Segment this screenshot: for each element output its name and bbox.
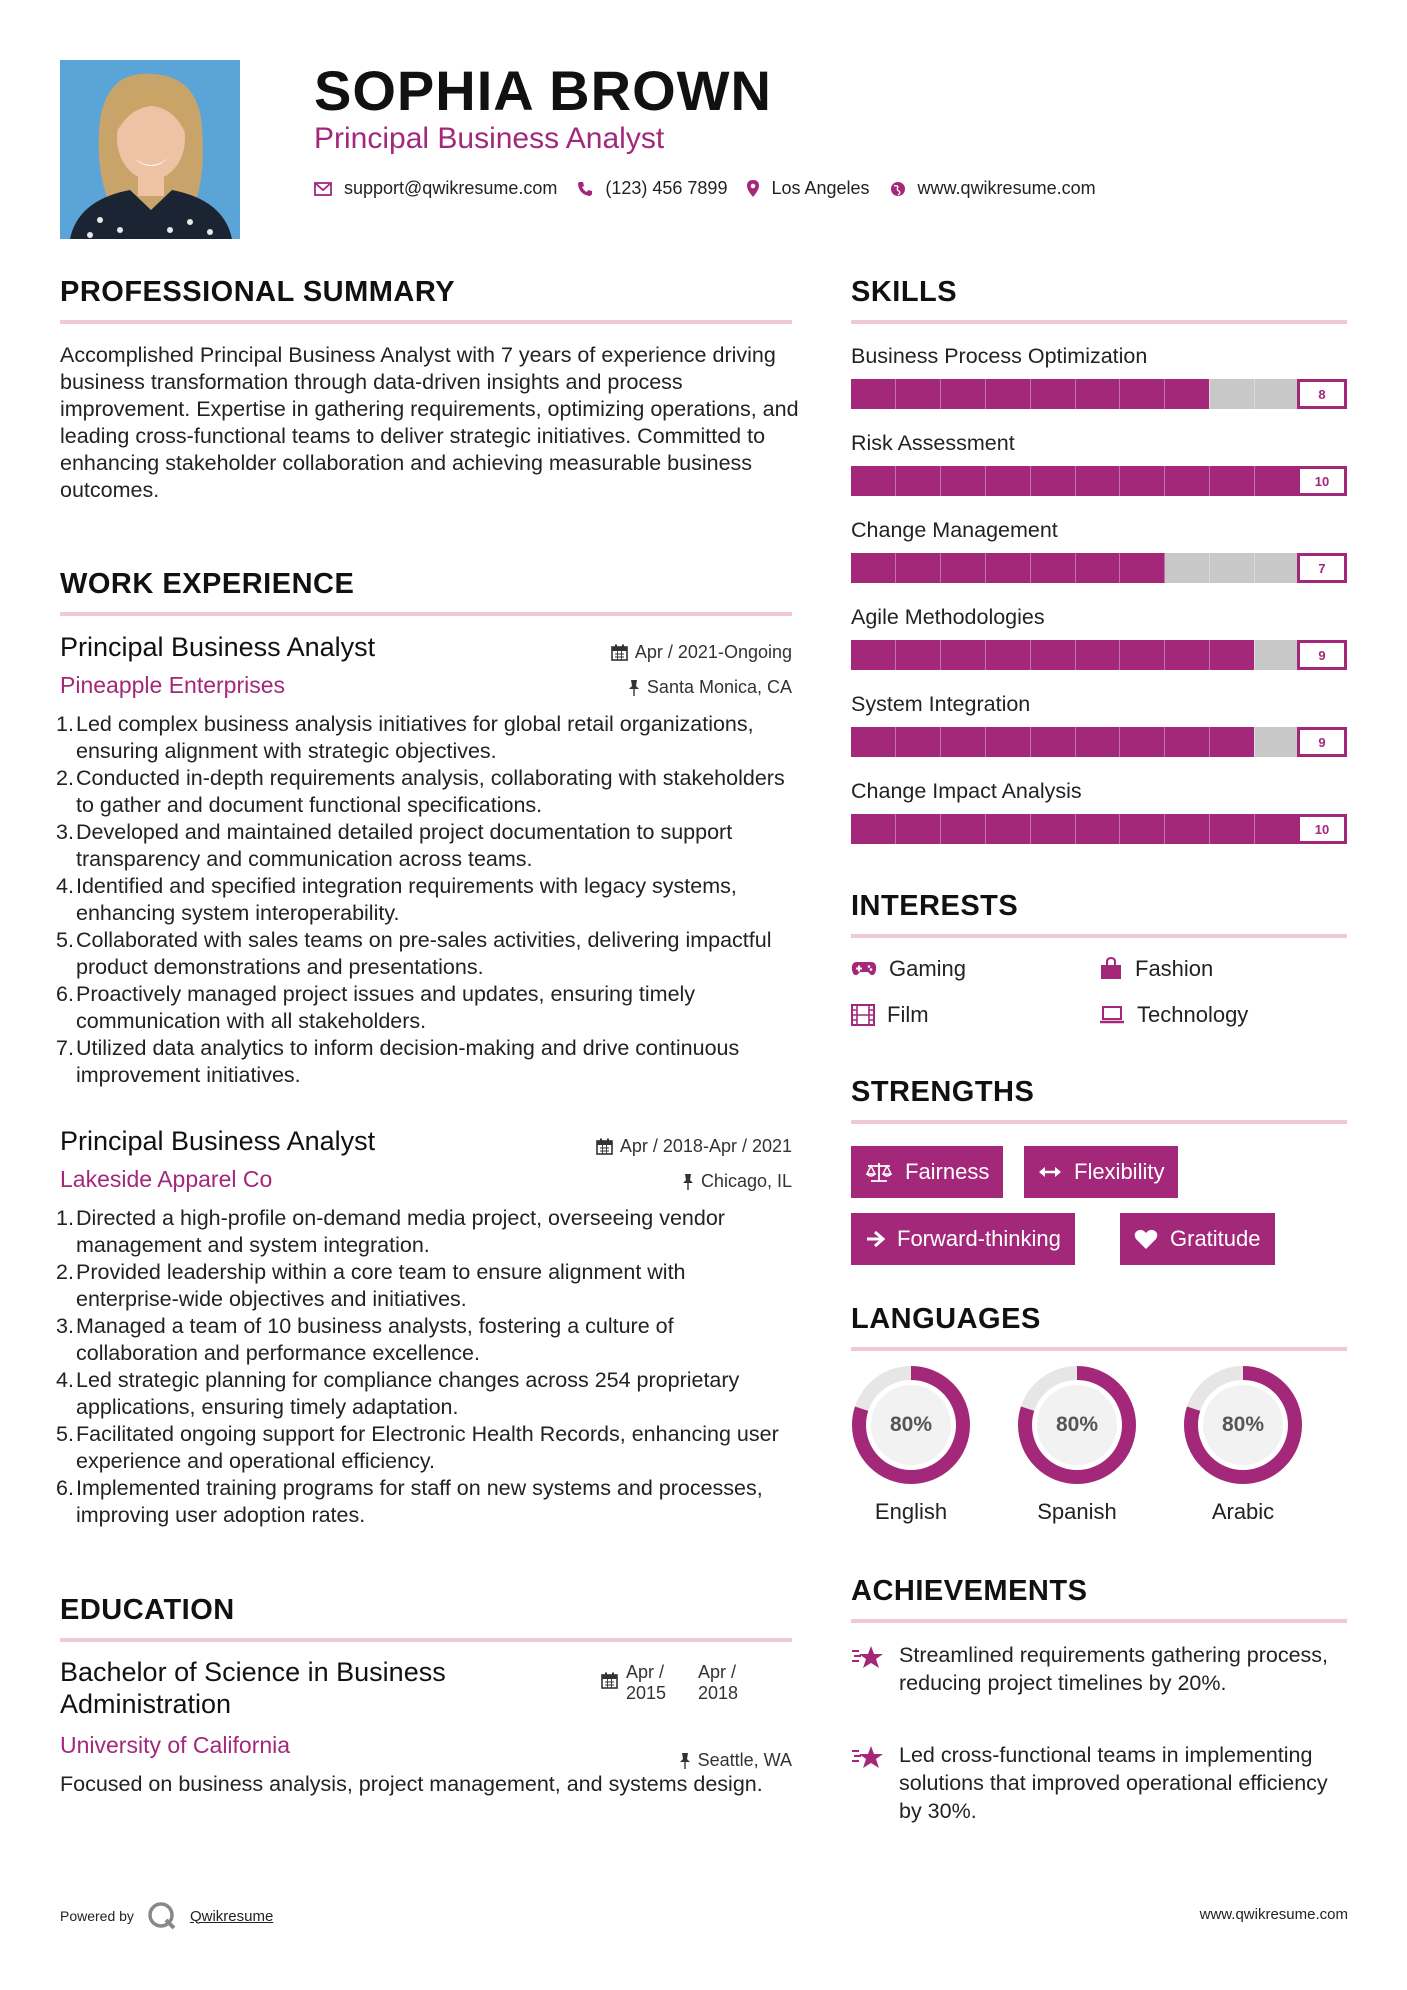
strength-flexibility: Flexibility	[1024, 1146, 1178, 1198]
map-marker-icon	[747, 180, 759, 197]
calendar-icon	[596, 1138, 613, 1155]
interest-fashion: Fashion	[1099, 956, 1213, 982]
skill-item	[851, 779, 1347, 844]
heart-icon	[1134, 1229, 1158, 1250]
footer-powered-by: Powered by Qwikresume	[60, 1900, 273, 1932]
qwikresume-logo-icon	[146, 1900, 178, 1932]
skill-item	[851, 344, 1347, 409]
calendar-icon	[611, 644, 628, 661]
skills-rule	[851, 320, 1347, 324]
contact-email[interactable]	[314, 178, 557, 199]
skill-name: Change Management	[851, 518, 1058, 542]
skill-segments	[851, 727, 1299, 757]
balance-scale-icon	[865, 1161, 893, 1183]
job-bullets	[56, 711, 792, 1089]
languages-rule	[851, 1347, 1347, 1351]
skill-name: Risk Assessment	[851, 431, 1015, 455]
skill-name: System Integration	[851, 692, 1031, 716]
languages-heading: LANGUAGES	[851, 1303, 1041, 1335]
location-text: Los Angeles	[771, 178, 870, 198]
globe-icon	[890, 181, 906, 197]
skill-name: Business Process Optimization	[851, 344, 1148, 368]
laptop-icon	[1099, 1006, 1125, 1024]
interests-rule	[851, 934, 1347, 938]
pin-icon	[682, 1173, 694, 1190]
education-rule	[60, 1638, 792, 1642]
strengths-rule	[851, 1120, 1347, 1124]
company-name: Pineapple Enterprises	[60, 672, 286, 698]
list-item: 4. Led strategic planning for compliance changes across 254 proprietary applications, ensuring timely adaptation.	[56, 1368, 740, 1419]
skill-score: 9	[1297, 727, 1347, 757]
skill-segments	[851, 466, 1299, 496]
skill-name: Change Impact Analysis	[851, 779, 1082, 803]
skill-score: 8	[1297, 379, 1347, 409]
language-percent: 80%	[1221, 1413, 1265, 1436]
qwikresume-link[interactable]: Qwikresume	[189, 1907, 274, 1925]
calendar-icon	[601, 1672, 618, 1689]
skill-name: Agile Methodologies	[851, 605, 1045, 629]
education-heading: EDUCATION	[60, 1594, 235, 1626]
strength-gratitude: Gratitude	[1120, 1213, 1275, 1265]
list-item: 1. Directed a high-profile on-demand media project, overseeing vendor management and system integration.	[56, 1206, 725, 1257]
candidate-title: Principal Business Analyst	[314, 122, 665, 155]
gamepad-icon	[851, 961, 877, 977]
job-location: Santa Monica, CA	[628, 677, 792, 698]
envelope-icon	[314, 182, 332, 196]
skill-bar	[851, 466, 1347, 496]
arrows-horizontal-icon	[1038, 1165, 1062, 1179]
experience-rule	[60, 612, 792, 616]
film-icon	[851, 1004, 875, 1026]
footer-website[interactable]: www.qwikresume.com	[1199, 1906, 1348, 1923]
pin-icon	[628, 679, 640, 696]
contact-website[interactable]	[890, 178, 1096, 199]
phone-text: (123) 456 7899	[605, 178, 728, 198]
contact-location	[747, 178, 869, 199]
list-item: 1. Led complex business analysis initiatives for global retail organizations, ensuring alignment with strategic objectives.	[56, 712, 754, 763]
skill-segments	[851, 640, 1299, 670]
language-name: English	[874, 1499, 948, 1524]
skill-bar	[851, 814, 1347, 844]
phone-icon	[577, 181, 593, 197]
arrow-right-icon	[865, 1230, 885, 1248]
skill-item	[851, 431, 1347, 496]
star-icon	[851, 1745, 885, 1771]
language-item	[849, 1363, 973, 1525]
list-item: 6. Implemented training programs for staff on new systems and processes, improving user adoption rates.	[56, 1476, 763, 1527]
job-title: Principal Business Analyst	[60, 632, 376, 662]
language-item	[1015, 1363, 1139, 1525]
list-item: 5. Facilitated ongoing support for Electronic Health Records, enhancing user experience and operational efficiency.	[56, 1422, 779, 1473]
skill-item	[851, 605, 1347, 670]
job-location: Chicago, IL	[682, 1171, 792, 1192]
company-name: Lakeside Apparel Co	[60, 1166, 273, 1192]
skill-item	[851, 518, 1347, 583]
list-item: 3. Developed and maintained detailed project documentation to support transparency and communication across teams.	[56, 820, 733, 871]
interest-film: Film	[851, 1002, 929, 1028]
summary-rule	[60, 320, 792, 324]
list-item: 6. Proactively managed project issues and updates, ensuring timely communication with all stakeholders.	[56, 982, 696, 1033]
language-name: Arabic	[1211, 1499, 1275, 1524]
skill-score: 7	[1297, 553, 1347, 583]
achievements-heading: ACHIEVEMENTS	[851, 1575, 1088, 1607]
school-name: University of California	[60, 1732, 291, 1758]
list-item: 2. Provided leadership within a core team to ensure alignment with enterprise-wide objectives and initiatives.	[56, 1260, 686, 1311]
skill-bar	[851, 640, 1347, 670]
language-percent: 80%	[889, 1413, 933, 1436]
education-start: Apr / 2015	[626, 1662, 667, 1703]
skill-bar	[851, 379, 1347, 409]
job-bullets	[56, 1205, 792, 1529]
list-item: 3. Managed a team of 10 business analysts, fostering a culture of collaboration and performance excellence.	[56, 1314, 674, 1365]
contact-phone[interactable]	[577, 178, 727, 199]
job-entry-2	[56, 1126, 792, 1529]
shopping-bag-icon	[1099, 957, 1123, 981]
skill-item	[851, 692, 1347, 757]
pin-icon	[679, 1752, 691, 1769]
skill-bar	[851, 553, 1347, 583]
skill-segments	[851, 553, 1299, 583]
job-dates: Apr / 2021-Ongoing	[611, 642, 792, 663]
achievement-item-1: Streamlined requirements gathering process, reducing project timelines by 20%.	[851, 1641, 1351, 1697]
degree-title: Bachelor of Science in Business Administration	[60, 1657, 446, 1719]
skill-score: 10	[1297, 814, 1347, 844]
skill-score: 10	[1297, 466, 1347, 496]
achievement-item-2: Led cross-functional teams in implementing solutions that improved operational efficiency by 30%.	[851, 1741, 1351, 1825]
strength-forward-thinking: Forward-thinking	[851, 1213, 1075, 1265]
interest-gaming: Gaming	[851, 956, 966, 982]
summary-heading: PROFESSIONAL SUMMARY	[60, 276, 456, 308]
language-percent: 80%	[1055, 1413, 1099, 1436]
skill-bar	[851, 727, 1347, 757]
interest-technology: Technology	[1099, 1002, 1248, 1028]
strength-fairness: Fairness	[851, 1146, 1003, 1198]
job-entry-1	[56, 632, 792, 1089]
profile-photo	[60, 60, 240, 239]
star-icon	[851, 1645, 885, 1671]
list-item: 5. Collaborated with sales teams on pre-sales activities, delivering impactful product demonstrations and presentations.	[56, 928, 772, 979]
skills-heading: SKILLS	[851, 276, 958, 308]
education-description: Focused on business analysis, project management, and systems design.	[60, 1772, 763, 1796]
job-dates: Apr / 2018-Apr / 2021	[596, 1136, 792, 1157]
education-dates	[601, 1662, 770, 1704]
contact-bar	[314, 178, 1116, 199]
email-text: support@qwikresume.com	[344, 178, 558, 198]
list-item: 4. Identified and specified integration requirements with legacy systems, enhancing system interoperability.	[56, 874, 737, 925]
list-item: 2. Conducted in-depth requirements analysis, collaborating with stakeholders to gather and document functional specifications.	[56, 766, 785, 817]
interests-heading: INTERESTS	[851, 890, 1019, 922]
experience-heading: WORK EXPERIENCE	[60, 568, 355, 600]
education-end: Apr / 2018	[698, 1662, 739, 1703]
candidate-name: SOPHIA BROWN	[314, 59, 772, 122]
strengths-heading: STRENGTHS	[851, 1076, 1035, 1108]
education-entry	[60, 1656, 792, 1798]
summary-text: Accomplished Principal Business Analyst with 7 years of experience driving business transformation through data-driven insights and process improvement. Expertise in gathering requirements, optimizing operations, and leading cross-functional teams to deliver strategic initiatives. Committed to enhancing stakeholder collaboration and achieving measurable business outcomes.	[60, 343, 799, 502]
language-item	[1181, 1363, 1305, 1525]
education-location: Seattle, WA	[679, 1750, 792, 1771]
skill-segments	[851, 379, 1299, 409]
skill-segments	[851, 814, 1299, 844]
website-text: www.qwikresume.com	[917, 178, 1096, 198]
skill-score: 9	[1297, 640, 1347, 670]
achievements-rule	[851, 1619, 1347, 1623]
language-name: Spanish	[1037, 1499, 1117, 1524]
list-item: 7. Utilized data analytics to inform decision-making and drive continuous improvement initiatives.	[56, 1036, 740, 1087]
job-title: Principal Business Analyst	[60, 1126, 376, 1156]
